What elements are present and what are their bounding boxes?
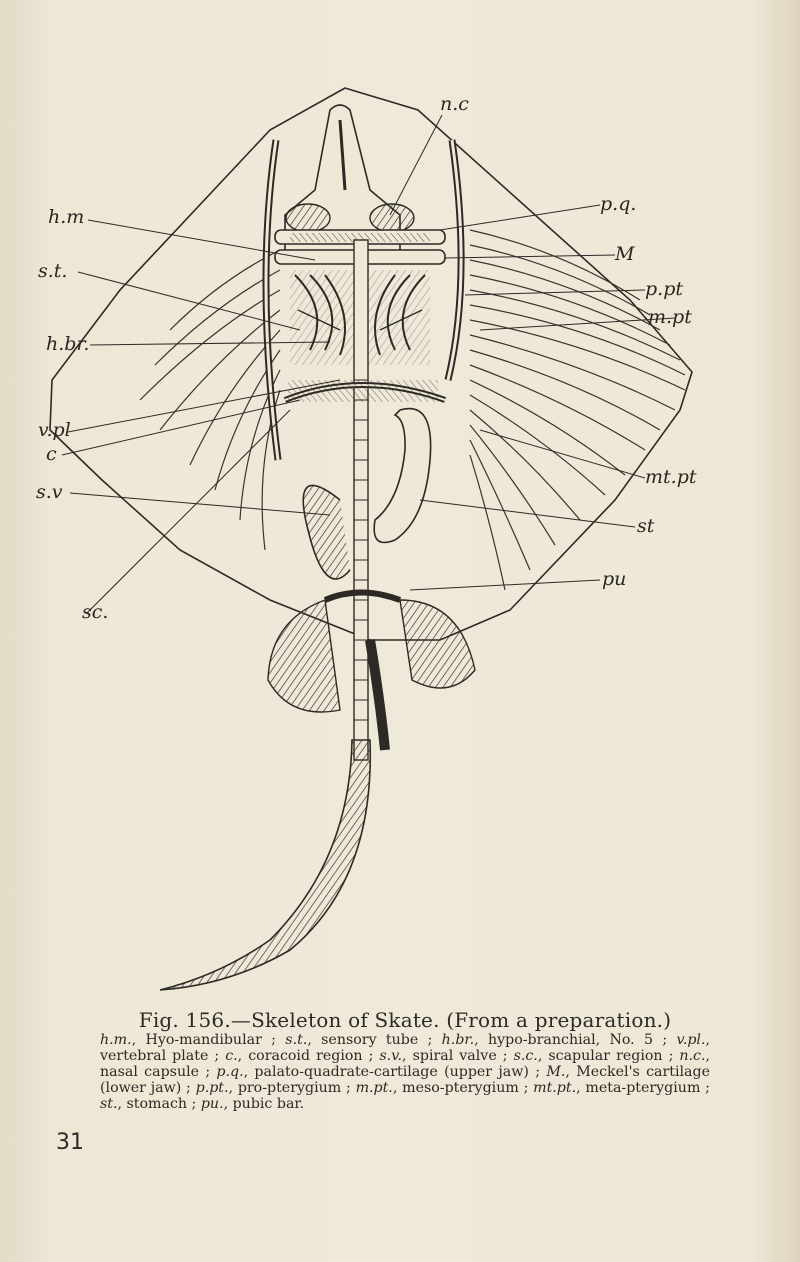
caption-title bbox=[100, 1008, 710, 1032]
legend-text: , sensory tube ; bbox=[307, 1032, 442, 1048]
legend-abbr: n.c. bbox=[679, 1048, 706, 1064]
stomach bbox=[374, 409, 430, 543]
legend-text: , pubic bar. bbox=[223, 1096, 305, 1112]
label-c: c bbox=[46, 443, 57, 465]
label-st-sensory: s.t. bbox=[38, 260, 68, 282]
label-sv: s.v bbox=[36, 481, 63, 503]
label-mpt: m.pt bbox=[648, 306, 692, 328]
figure-number: Fig. 156. bbox=[138, 1008, 231, 1032]
figure-caption bbox=[100, 1008, 711, 1112]
label-pq: p.q. bbox=[600, 193, 637, 215]
legend-text: , palato-quadrate-cartilage (upper jaw) ; bbox=[243, 1064, 547, 1080]
legend-abbr: c. bbox=[225, 1048, 238, 1064]
legend-text: , hypo-branchial, No. 5 ; bbox=[474, 1032, 677, 1048]
label-hbr: h.br. bbox=[46, 333, 90, 355]
legend-abbr: s.v. bbox=[379, 1048, 403, 1064]
label-M: M bbox=[615, 243, 635, 265]
label-hm: h.m bbox=[48, 206, 85, 228]
legend-text: , Hyo-mandibular ; bbox=[131, 1032, 286, 1048]
label-nc: n.c bbox=[440, 93, 469, 115]
legend-abbr: st. bbox=[100, 1096, 118, 1112]
legend-abbr: v.pl. bbox=[676, 1032, 706, 1048]
legend-text: , Meckel's cartilage (lower jaw) ; bbox=[100, 1064, 710, 1096]
legend-abbr: h.m. bbox=[100, 1032, 132, 1048]
nasal-capsule-left bbox=[286, 204, 330, 232]
legend-abbr: mt.pt. bbox=[533, 1080, 577, 1096]
legend-text: , nasal capsule ; bbox=[100, 1048, 711, 1080]
clasper bbox=[370, 640, 385, 750]
label-sc: sc. bbox=[82, 601, 109, 623]
nasal-capsule-right bbox=[370, 204, 414, 232]
caption-legend bbox=[100, 1032, 710, 1112]
caption-heading: —Skeleton of Skate. bbox=[230, 1008, 440, 1032]
legend-text: , coracoid region ; bbox=[237, 1048, 380, 1064]
legend-abbr: M. bbox=[546, 1064, 566, 1080]
legend-abbr: s.t. bbox=[285, 1032, 308, 1048]
legend-text: , pro-pterygium ; bbox=[228, 1080, 356, 1096]
label-st: st bbox=[637, 515, 655, 537]
label-pu: pu bbox=[602, 568, 627, 590]
legend-text: , stomach ; bbox=[117, 1096, 201, 1112]
skate-skeleton-figure bbox=[36, 80, 730, 1000]
legend-text: , spiral valve ; bbox=[402, 1048, 514, 1064]
skate-skeleton-illustration bbox=[36, 80, 730, 1000]
legend-text: , meso-pterygium ; bbox=[392, 1080, 534, 1096]
page-number: 31 bbox=[56, 1130, 84, 1155]
spiral-valve bbox=[303, 485, 350, 579]
legend-abbr: pu. bbox=[200, 1096, 224, 1112]
legend-abbr: p.pt. bbox=[195, 1080, 229, 1096]
label-vpl: v.pl bbox=[38, 419, 71, 441]
pelvic-fin-right bbox=[400, 600, 475, 688]
label-mtpt: mt.pt bbox=[645, 466, 697, 488]
legend-abbr: m.pt. bbox=[355, 1080, 393, 1096]
tail bbox=[160, 740, 370, 990]
caption-source: (From a preparation.) bbox=[446, 1008, 672, 1032]
legend-abbr: s.c. bbox=[513, 1048, 538, 1064]
legend-abbr: p.q. bbox=[216, 1064, 244, 1080]
legend-text: , scapular region ; bbox=[537, 1048, 680, 1064]
legend-text: , vertebral plate ; bbox=[100, 1032, 710, 1064]
legend-abbr: h.br. bbox=[441, 1032, 475, 1048]
label-ppt: p.pt bbox=[645, 278, 683, 300]
pelvic-fin-left bbox=[268, 600, 340, 712]
legend-text: , meta-pterygium ; bbox=[576, 1080, 710, 1096]
